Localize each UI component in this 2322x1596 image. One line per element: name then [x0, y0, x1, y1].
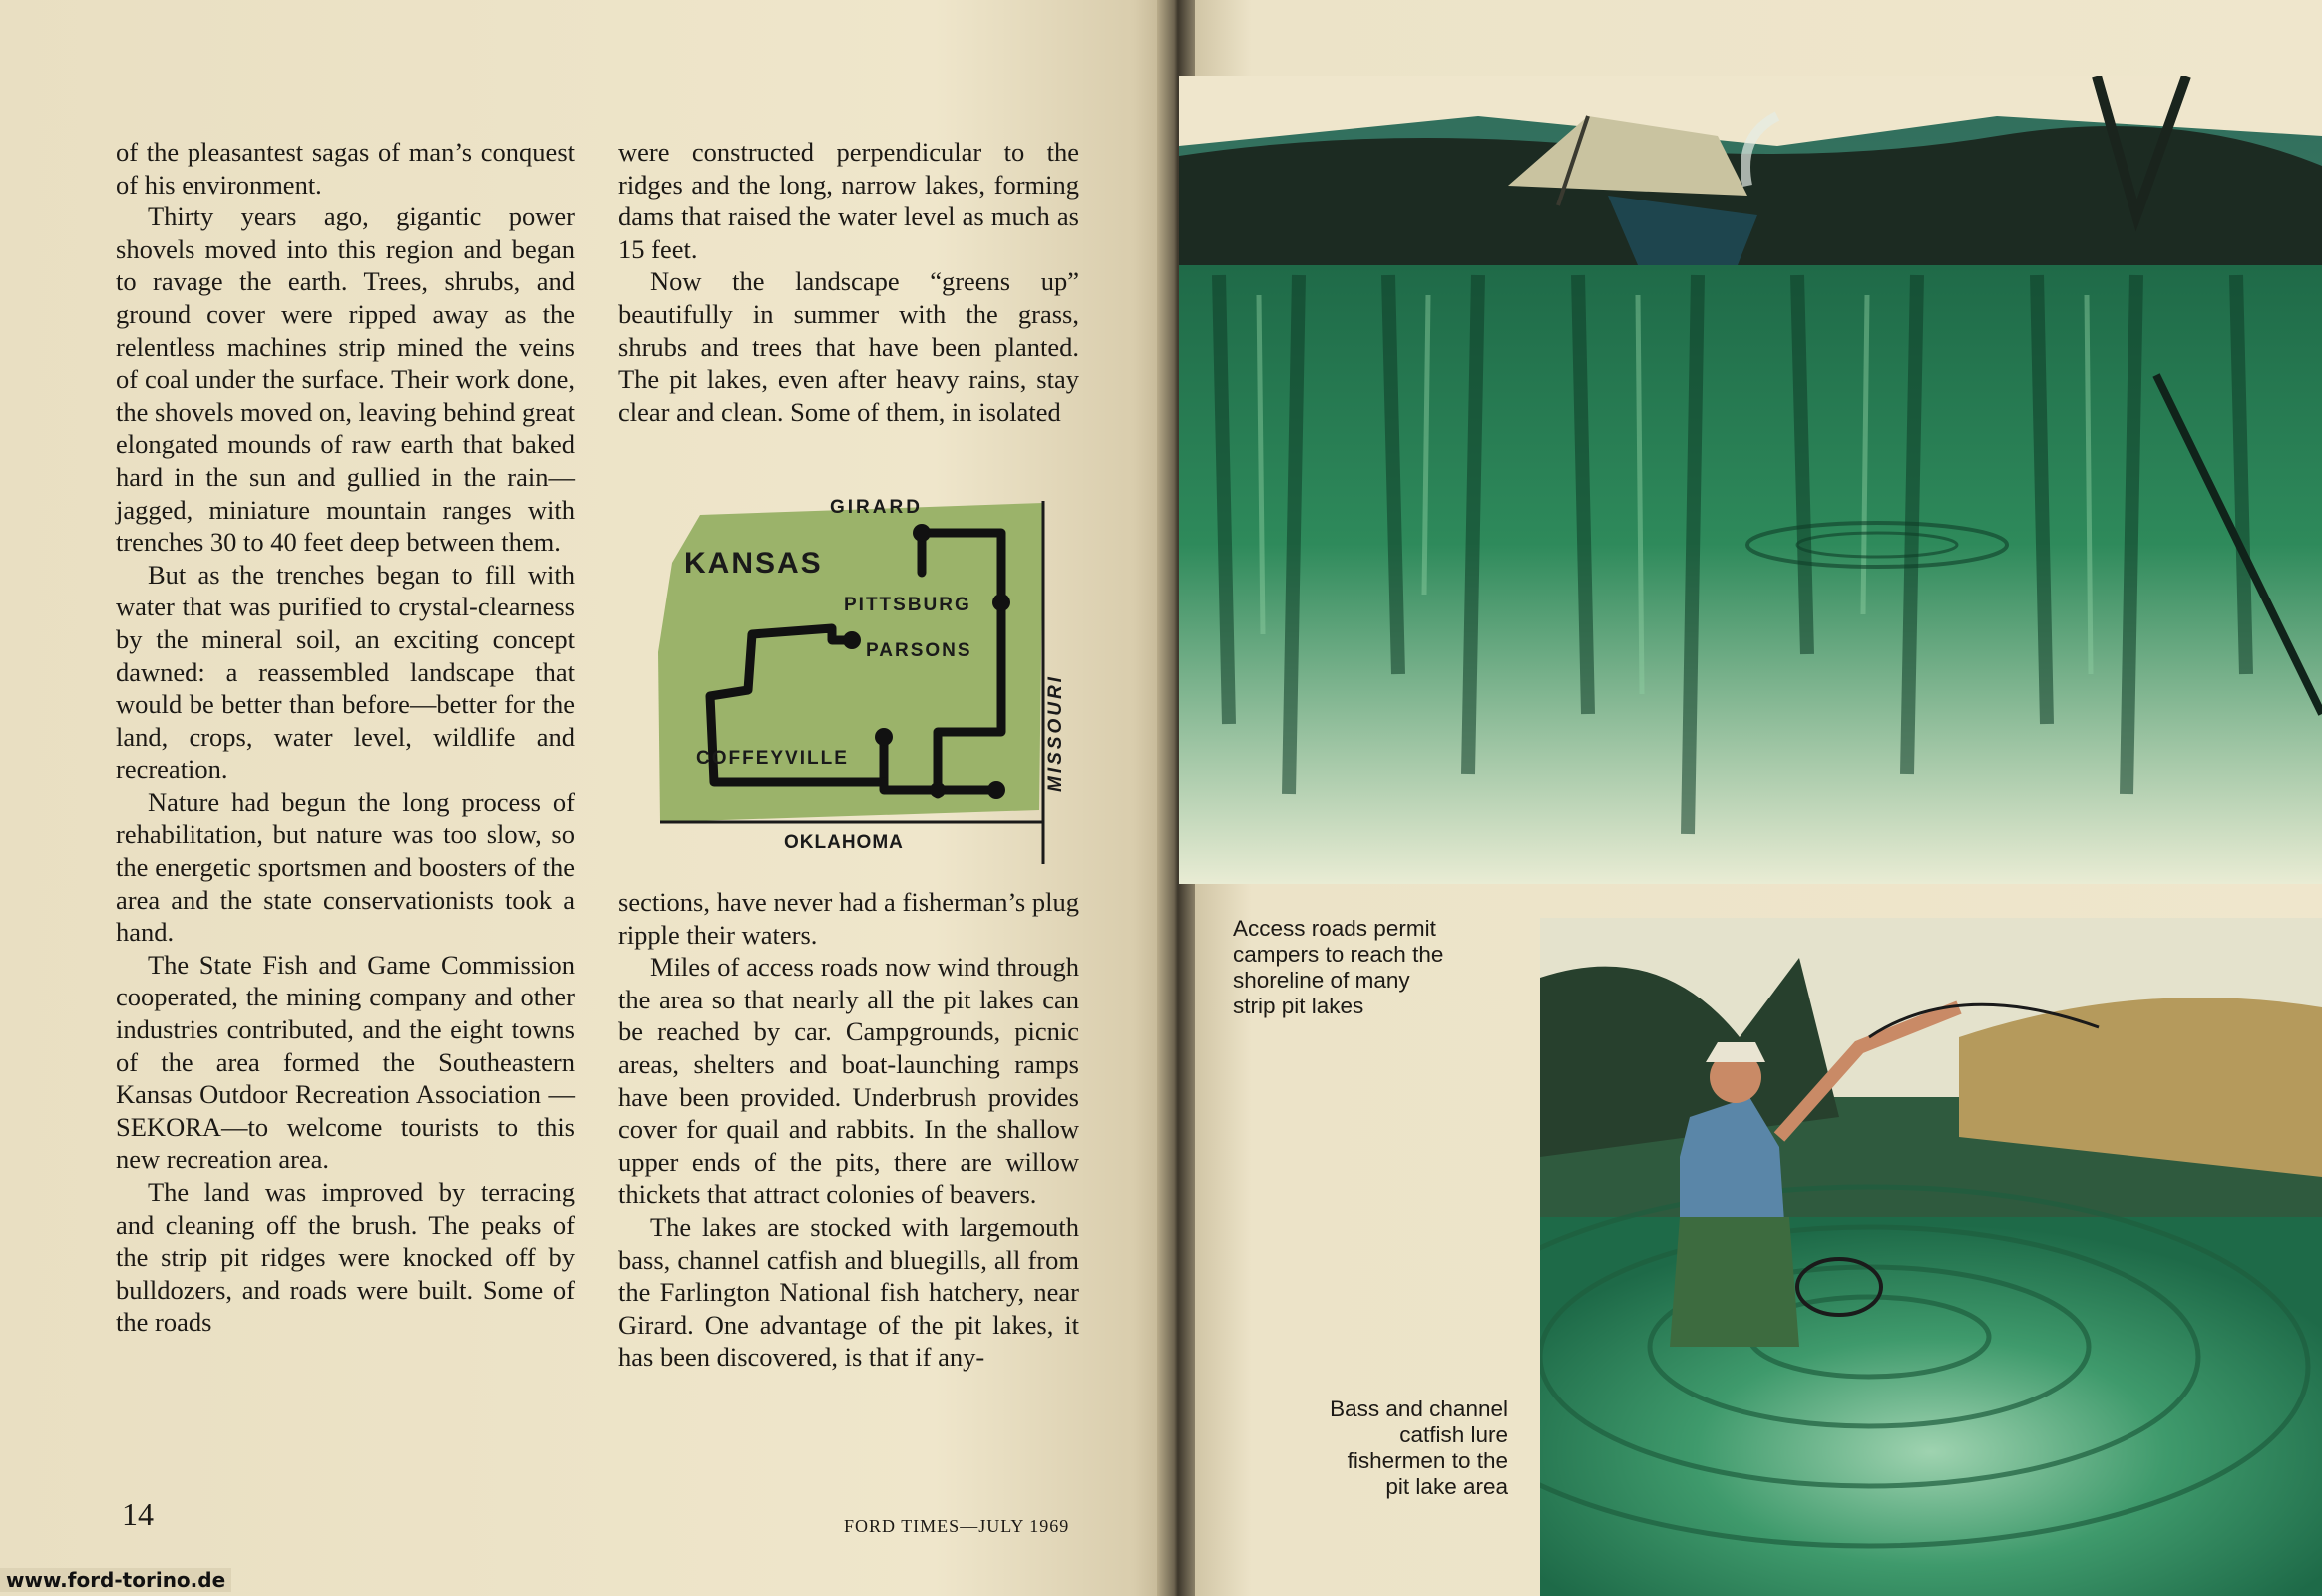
caption-line: shoreline of many: [1233, 968, 1410, 993]
paragraph: The State Fish and Game Commission cooperated, the mining company and other industries contributed, and the eight towns of the area formed the Southeastern Kansas Outdoor Recreation Association —SEKORA—to welcome tourists to this new recreation area.: [116, 949, 575, 1175]
town-dot-south: [930, 782, 946, 798]
paragraph: Nature had begun the long process of rehabilitation, but nature was too slow, so the energetic sportsmen and boosters of the area and the state conservationists took a hand.: [116, 786, 575, 948]
map-label-missouri: MISSOURI: [1045, 674, 1066, 792]
fisherman-illustration: [1540, 918, 2322, 1596]
paragraph: sections, have never had a fisherman’s plug ripple their waters.: [618, 887, 1079, 950]
website-watermark: www.ford-torino.de: [0, 1568, 231, 1592]
caption-bass-catfish: [1233, 1396, 1508, 1500]
paragraph: Thirty years ago, gigantic power shovels moved into this region and began to ravage the earth. Trees, shrubs, and ground cover were ripped away as the relentless machines strip mined the veins of coal under the surface. Their work done, the shovels moved on, leaving behind great elongated mounds of raw earth that baked hard in the sun and gullied in the rain—jagged, miniature mountain ranges with trenches 30 to 40 feet deep between them.: [116, 201, 575, 558]
town-dot-pittsburg: [992, 594, 1010, 611]
caption-line: catfish lure: [1399, 1422, 1508, 1447]
map-label-coffeyville: COFFEYVILLE: [696, 748, 849, 769]
article-column-1: [116, 136, 575, 1339]
caption-line: pit lake area: [1385, 1474, 1508, 1499]
caption-line: fishermen to the: [1347, 1448, 1508, 1473]
paragraph: Now the landscape “greens up” beautifully in summer with the grass, shrubs and trees that have been planted. The pit lakes, even after heavy rains, stay clear and clean. Some of them, in isolated: [618, 266, 1079, 427]
article-column-2-top: [618, 136, 1079, 428]
camp-lake-illustration: [1179, 76, 2322, 884]
caption-line: Bass and channel: [1330, 1396, 1508, 1421]
publication-footer: FORD TIMES—JULY 1969: [844, 1516, 1070, 1536]
kansas-region-map: [652, 493, 1071, 872]
paragraph: Miles of access roads now wind through the area so that nearly all the pit lakes can be reached by car. Campgrounds, picnic areas, shelters and boat-launching ramps have been provided. Underbrush provides cover for quail and rabbits. In the shallow upper ends of the pits, there are willow thickets that attract colonies of beavers.: [618, 952, 1079, 1210]
caption-line: Access roads permit: [1233, 916, 1436, 941]
town-dot-girard: [913, 524, 931, 542]
paragraph: were constructed perpendicular to the ridges and the long, narrow lakes, forming dams that raised the water level as much as 15 feet.: [618, 137, 1079, 264]
map-label-kansas: KANSAS: [684, 547, 823, 580]
caption-line: strip pit lakes: [1233, 994, 1364, 1018]
town-dot-southeast: [987, 781, 1005, 799]
map-label-oklahoma: OKLAHOMA: [784, 832, 904, 853]
paragraph: The land was improved by terracing and cleaning off the brush. The peaks of the strip pit ridges were knocked off by bulldozers, and roads were built. Some of the roads: [116, 1177, 575, 1338]
map-label-pittsburg: PITTSBURG: [844, 595, 971, 615]
map-label-girard: GIRARD: [830, 497, 923, 518]
caption-line: campers to reach the: [1233, 942, 1444, 967]
paragraph: The lakes are stocked with largemouth bass, channel catfish and bluegills, all from the Farlington National fish hatchery, near Girard. One advantage of the pit lakes, it has been discovered, is that if any-: [618, 1211, 1079, 1373]
town-dot-coffeyville: [875, 728, 893, 746]
town-dot-parsons: [843, 631, 861, 649]
caption-access-roads: [1233, 916, 1512, 1019]
article-column-2-bottom: [618, 886, 1079, 1374]
paragraph: But as the trenches began to fill with water that was purified to crystal-clearness by the mineral soil, an exciting concept dawned: a reassembled landscape that would be better than before—better for the land, crops, water level, wildlife and recreation.: [116, 559, 575, 785]
paragraph: of the pleasantest sagas of man’s conquest of his environment.: [116, 137, 575, 200]
page-number: 14: [122, 1496, 154, 1532]
map-label-parsons: PARSONS: [866, 640, 972, 661]
